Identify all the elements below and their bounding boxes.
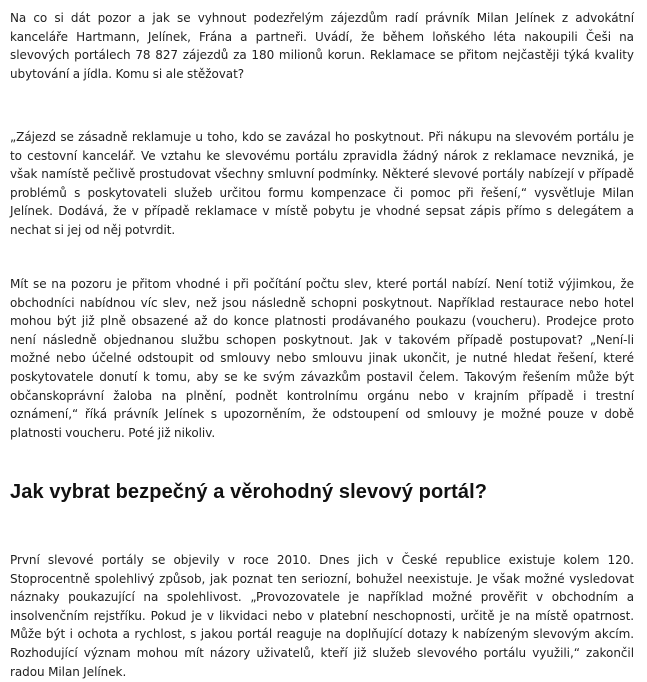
article-paragraph-vouchers: Mít se na pozoru je přitom vhodné i při počítání počtu slev, které portál nabízí. Není totiž výjimkou, že obchodníci nabídnou víc slev, než jsou následně schopni poskytnout. Například restaurace nebo hotel mohou být již plně obsazené až do konce platnosti prodávaného poukazu (voucheru). Prodejce proto není následně objednanou službu schopen poskytnout. Jak v takovém případě postupovat? „Není-li možné nebo účelné odstoupit od smlouvy nebo smlouvu jinak ukončit, je nutné hledat řešení, které poskytovatele donutí k tomu, aby se ke svým závazkům postavil čelem. Takovým řešením může být občanskoprávní žaloba na plnění, podnět kontrolnímu orgánu nebo v krajním případě i trestní oznámení,“ říká právník Jelínek s upozorněním, že odstoupení od smlouvy je možné pouze v době platnosti voucheru. Poté již nikoliv.: [10, 277, 634, 440]
article-paragraph-quote: „Zájezd se zásadně reklamuje u toho, kdo se zavázal ho poskytnout. Při nákupu na slevovém portálu je to cestovní kancelář. Ve vztahu ke slevovému portálu zpravidla žádný nárok z reklamace nevzniká, je však namístě pečlivě prostudovat všechny smluvní podmínky. Některé slevové portály nabízejí v případě problémů s poskytovateli služeb určitou formu kompenzace či pomoc při řešení,“ vysvětluje Milan Jelínek. Dodává, že v případě reklamace v místě pobytu je vhodné sepsat zápis přímo s delegátem a nechat si jej od něj potvrdit.: [10, 130, 634, 237]
section-heading: Jak vybrat bezpečný a věrohodný slevový portál?: [10, 481, 488, 503]
article-paragraph-intro: Na co si dát pozor a jak se vyhnout podezřelým zájezdům radí právník Milan Jelínek z advokátní kanceláře Hartmann, Jelínek, Frána a partneři. Uvádí, že během loňského léta nakoupili Češi na slevových portálech 78 827 zájezdů za 180 milionů korun. Reklamace se přitom nejčastěji týká kvality ubytování a jídla. Komu si ale stěžovat?: [10, 11, 634, 81]
article-paragraph-final: První slevové portály se objevily v roce 2010. Dnes jich v České republice existuje kolem 120. Stoprocentně spolehlivý způsob, jak poznat ten seriozní, bohužel neexistuje. Je však možné vysledovat náznaky poukazující na spolehlivost. „Provozovatele je například možné prověřit v obchodním a insolvenčním rejstříku. Pokud je v likvidaci nebo v platební neschopnosti, určitě je na místě opatrnost. Může být i ochota a rychlost, s jakou portál reaguje na doplňující dotazy k nabízeným slevovým akcím. Rozhodující význam mohou mít názory uživatelů, kteří již služeb slevového portálu využili,“ zakončil radou Milan Jelínek.: [10, 553, 634, 679]
